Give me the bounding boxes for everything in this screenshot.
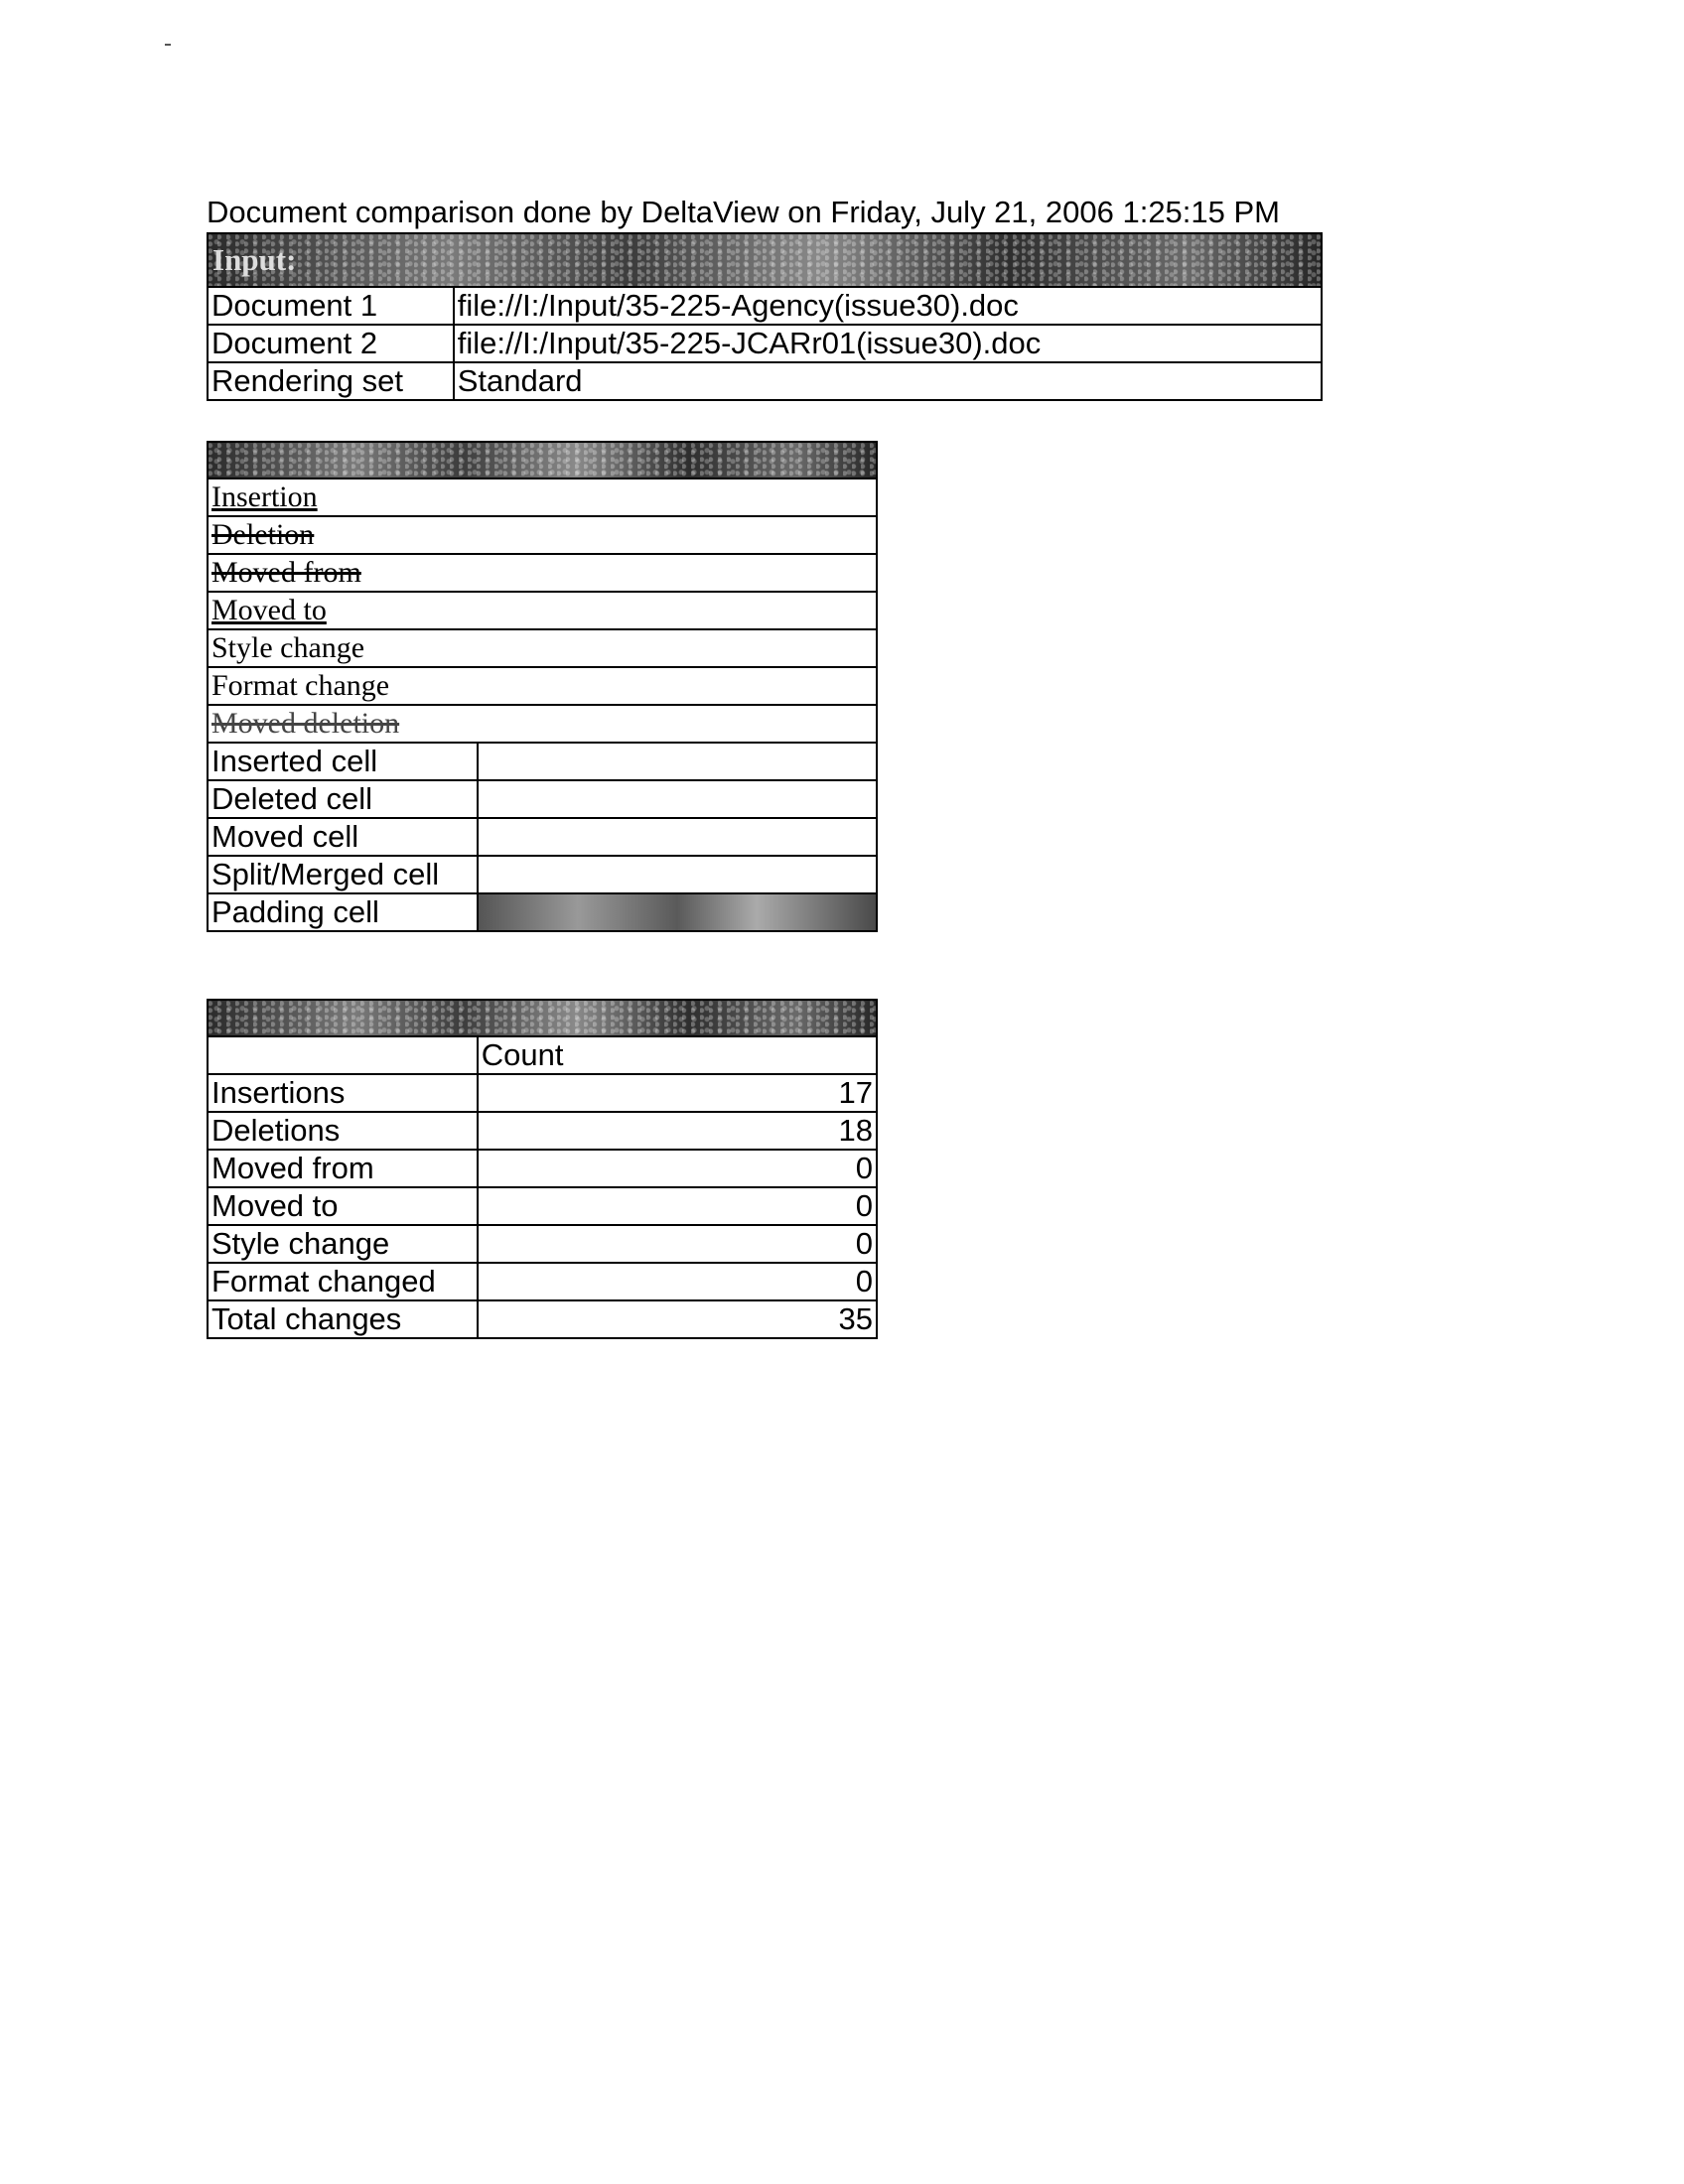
statistic-count: 35 [478, 1300, 877, 1338]
legend-insertion: Insertion [211, 480, 318, 513]
statistic-count: 0 [478, 1150, 877, 1187]
table-row [208, 629, 877, 667]
legend-header [208, 442, 877, 478]
input-value: Standard [454, 362, 1322, 400]
table-row [208, 1187, 877, 1225]
statistic-count: 17 [478, 1074, 877, 1112]
legend-swatch [478, 856, 877, 893]
legend-moved-to: Moved to [211, 594, 327, 626]
legend-swatch [478, 780, 877, 818]
input-header [208, 233, 1322, 287]
table-row [208, 893, 877, 931]
legend-moved-deletion: Moved deletion [211, 707, 400, 740]
legend-split-merged-cell: Split/Merged cell [208, 856, 478, 893]
scan-speck [165, 44, 171, 46]
table-row [208, 516, 877, 554]
legend-padding-swatch [478, 893, 877, 931]
legend-style-change: Style change [208, 629, 877, 667]
statistic-count: 0 [478, 1263, 877, 1300]
legend-moved-cell: Moved cell [208, 818, 478, 856]
table-row [208, 1150, 877, 1187]
page-title: Document comparison done by DeltaView on Friday, July 21, 2006 1:25:15 PM [207, 195, 1281, 229]
table-row [208, 478, 877, 516]
statistics-table [207, 999, 878, 1339]
legend-format-change: Format change [208, 667, 877, 705]
table-row [208, 1300, 877, 1338]
table-row [208, 362, 1322, 400]
count-column-header: Count [478, 1036, 877, 1074]
table-row [208, 780, 877, 818]
table-row [208, 743, 877, 780]
statistic-label: Style change [208, 1225, 478, 1263]
legend-swatch [478, 743, 877, 780]
table-row [208, 1074, 877, 1112]
legend-swatch [478, 818, 877, 856]
table-row [208, 705, 877, 743]
statistic-count: 18 [478, 1112, 877, 1150]
table-row [208, 1112, 877, 1150]
table-row [208, 856, 877, 893]
input-value: file://I:/Input/35-225-JCARr01(issue30).doc [454, 325, 1322, 362]
statistic-label: Format changed [208, 1263, 478, 1300]
table-row [208, 325, 1322, 362]
table-row [208, 1225, 877, 1263]
table-row [208, 818, 877, 856]
input-label: Document 1 [208, 287, 454, 325]
legend-moved-from: Moved from [211, 556, 361, 589]
statistic-count: 0 [478, 1187, 877, 1225]
table-row [208, 287, 1322, 325]
legend-padding-cell: Padding cell [208, 893, 478, 931]
legend-inserted-cell: Inserted cell [208, 743, 478, 780]
statistic-label: Total changes [208, 1300, 478, 1338]
statistics-corner-cell [208, 1036, 478, 1074]
table-row [208, 667, 877, 705]
table-row [208, 592, 877, 629]
statistics-header-row [208, 1000, 877, 1036]
legend-deleted-cell: Deleted cell [208, 780, 478, 818]
table-row [208, 1036, 877, 1074]
input-label: Document 2 [208, 325, 454, 362]
statistic-label: Insertions [208, 1074, 478, 1112]
input-header-label: Input: [212, 242, 297, 277]
input-value: file://I:/Input/35-225-Agency(issue30).doc [454, 287, 1322, 325]
input-table [207, 232, 1323, 401]
input-label: Rendering set [208, 362, 454, 400]
table-row [208, 554, 877, 592]
statistics-header [208, 1000, 877, 1036]
legend-deletion: Deletion [211, 518, 315, 551]
legend-header-row [208, 442, 877, 478]
statistic-label: Moved from [208, 1150, 478, 1187]
statistic-count: 0 [478, 1225, 877, 1263]
legend-table [207, 441, 878, 932]
statistic-label: Moved to [208, 1187, 478, 1225]
input-header-row [208, 233, 1322, 287]
table-row [208, 1263, 877, 1300]
statistic-label: Deletions [208, 1112, 478, 1150]
